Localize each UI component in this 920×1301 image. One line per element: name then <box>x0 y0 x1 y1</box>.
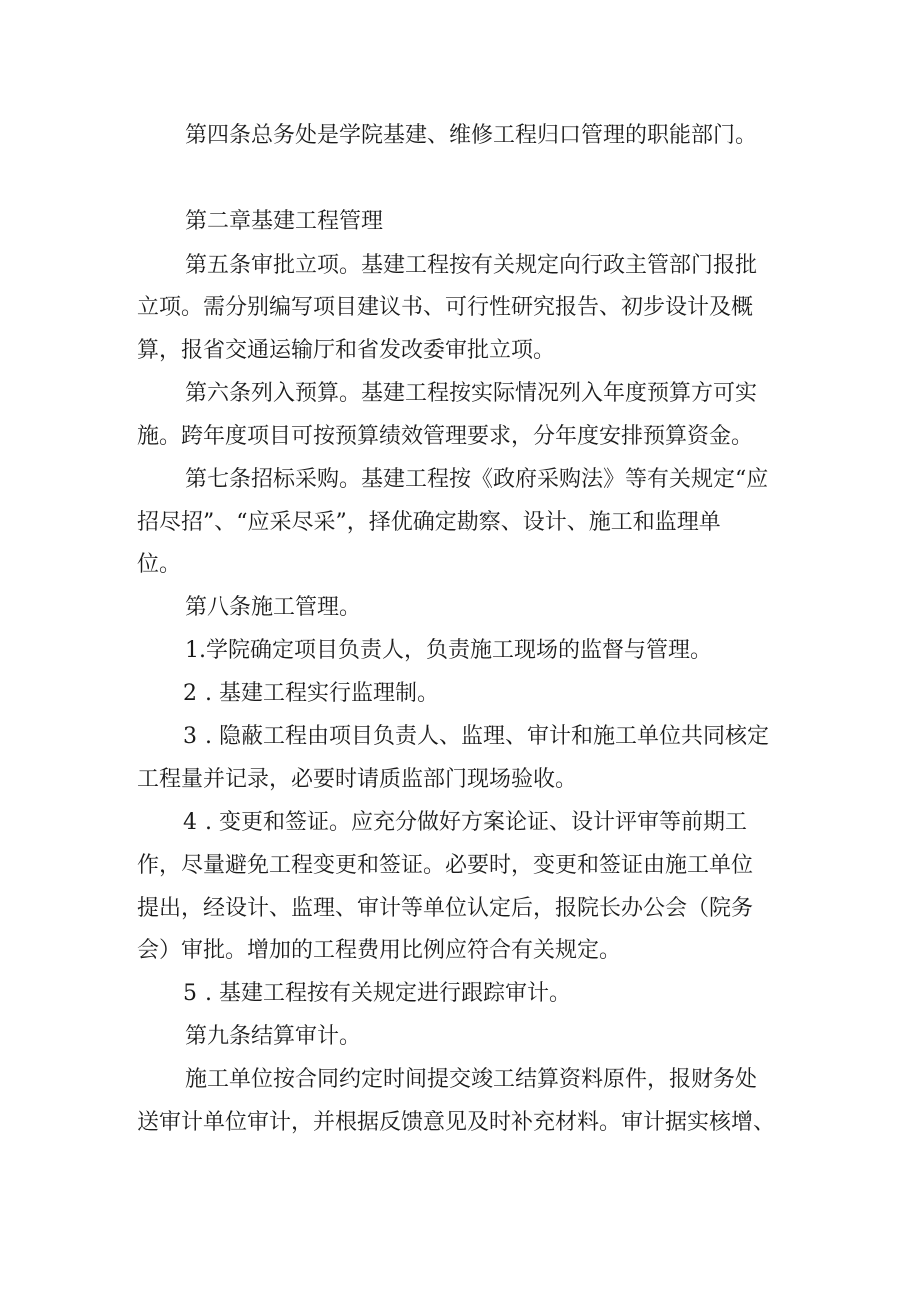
article-5-line-3: 算，报省交通运输厅和省发改委审批立项。 <box>137 338 556 363</box>
item-3-line-1 <box>183 719 797 755</box>
item-3-separator: . <box>205 724 212 749</box>
article-5-line-2: 立项。需分别编写项目建议书、可行性研究报告、初步设计及概 <box>137 295 754 320</box>
item-3-text: 隐蔽工程由项目负责人、监理、审计和施工单位共同核定 <box>219 724 770 749</box>
article-9-line-2: 送审计单位审计，并根据反馈意见及时补充材料。审计据实核增、 <box>137 1110 776 1135</box>
item-5-number: 5 <box>183 981 197 1006</box>
item-4-line-1 <box>183 805 797 841</box>
item-5-separator: . <box>205 981 212 1006</box>
article-6-line-1: 第六条列入预算。基建工程按实际情况列入年度预算方可实 <box>185 381 758 406</box>
item-4-line-3: 提出，经设计、监理、审计等单位认定后，报院长办公会（院务 <box>137 896 754 921</box>
item-2-separator: . <box>205 681 212 706</box>
item-3-number: 3 <box>183 724 197 749</box>
item-4-separator: . <box>205 810 212 835</box>
article-7-line-1: 第七条招标采购。基建工程按《政府采购法》等有关规定“应 <box>185 467 769 492</box>
article-8-heading: 第八条施工管理。 <box>185 595 362 620</box>
item-2-line-1 <box>183 676 797 712</box>
article-5-line-1: 第五条审批立项。基建工程按有关规定向行政主管部门报批 <box>185 253 758 278</box>
item-3-line-2: 工程量并记录，必要时请质监部门现场验收。 <box>137 767 578 792</box>
item-2-text: 基建工程实行监理制。 <box>219 681 440 706</box>
item-4-number: 4 <box>183 810 197 835</box>
item-4-line-4: 会）审批。增加的工程费用比例应符合有关规定。 <box>137 938 622 963</box>
article-9-line-1: 施工单位按合同约定时间提交竣工结算资料原件，报财务处 <box>185 1067 758 1092</box>
article-4-line-1: 第四条总务处是学院基建、维修工程归口管理的职能部门。 <box>185 123 758 148</box>
article-7-line-3: 位。 <box>137 552 182 577</box>
chapter-2-heading: 第二章基建工程管理 <box>185 209 384 234</box>
item-5-text: 基建工程按有关规定进行跟踪审计。 <box>219 981 572 1006</box>
item-2-number: 2 <box>183 681 197 706</box>
article-7-line-2: 招尽招”、“应采尽采”，择优确定勘察、设计、施工和监理单 <box>137 510 721 535</box>
article-9-heading: 第九条结算审计。 <box>185 1024 362 1049</box>
item-5-line-1 <box>183 976 797 1012</box>
article-6-line-2: 施。跨年度项目可按预算绩效管理要求，分年度安排预算资金。 <box>137 424 754 449</box>
item-1-line-1: 1.学院确定项目负责人，负责施工现场的监督与管理。 <box>185 638 712 663</box>
item-4-text: 变更和签证。应充分做好方案论证、设计评审等前期工 <box>219 810 748 835</box>
item-4-line-2: 作，尽量避免工程变更和签证。必要时，变更和签证由施工单位 <box>137 853 754 878</box>
